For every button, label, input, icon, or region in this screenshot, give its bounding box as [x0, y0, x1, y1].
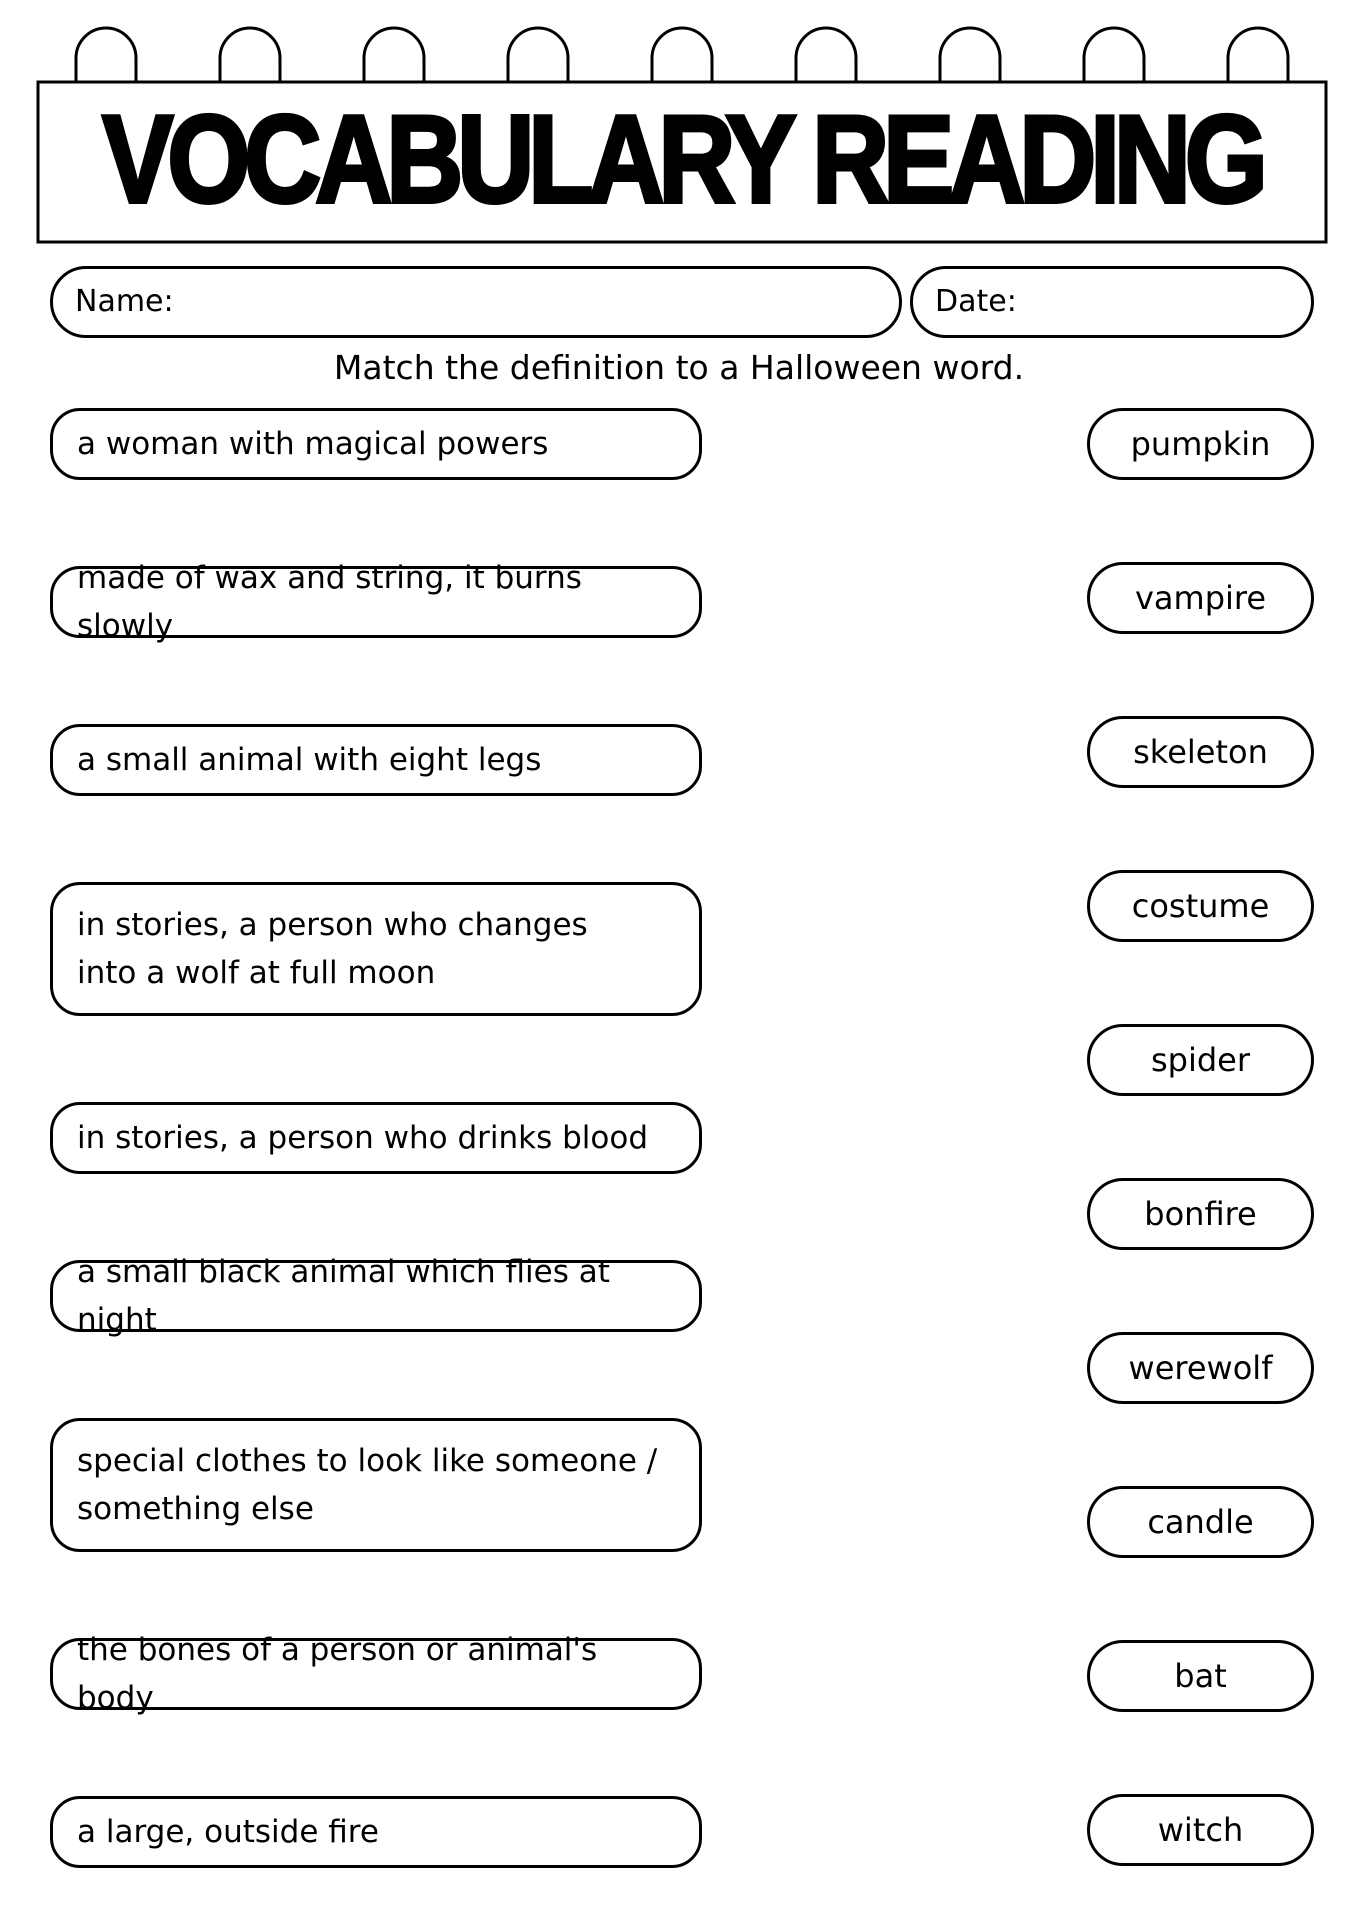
word-box: [1087, 1794, 1314, 1866]
name-field[interactable]: [50, 266, 902, 338]
word-box: [1087, 1332, 1314, 1404]
definition-box: [50, 724, 702, 796]
definition-text: made of wax and string, it burns slowly: [77, 560, 582, 644]
word-box: [1087, 1178, 1314, 1250]
date-label: Date:: [935, 284, 1017, 319]
word-text: spider: [1150, 1041, 1251, 1079]
definition-box: [50, 1418, 702, 1552]
word-text: candle: [1147, 1503, 1254, 1541]
worksheet-title: VOCABULARY READING: [102, 91, 1262, 229]
word-text: witch: [1157, 1811, 1244, 1849]
word-text: werewolf: [1128, 1349, 1273, 1387]
definition-box: [50, 1632, 702, 1716]
word-text: bonfire: [1144, 1195, 1257, 1233]
definition-text: in stories, a person who drinks blood: [77, 1120, 649, 1156]
definition-text: in stories, a person who changes into a wolf at full moon: [77, 907, 588, 991]
word-box: [1087, 716, 1314, 788]
word-box: [1087, 1486, 1314, 1558]
word-box: [1087, 870, 1314, 942]
definition-text: the bones of a person or animal's body: [77, 1632, 598, 1716]
word-box: [1087, 1640, 1314, 1712]
definition-text: a small animal with eight legs: [77, 742, 542, 778]
definition-text: a woman with magical powers: [77, 426, 549, 462]
definition-box: [50, 408, 702, 480]
word-box: [1087, 562, 1314, 634]
word-text: skeleton: [1133, 733, 1268, 771]
word-box: [1087, 408, 1314, 480]
word-text: pumpkin: [1130, 425, 1271, 463]
name-label: Name:: [75, 284, 174, 319]
word-text: bat: [1174, 1657, 1227, 1695]
definition-box: [50, 1102, 702, 1174]
word-box: [1087, 1024, 1314, 1096]
definition-box: [50, 560, 702, 644]
definition-box: [50, 1254, 702, 1338]
date-field[interactable]: [910, 266, 1314, 338]
definition-text: special clothes to look like someone / something else: [77, 1443, 658, 1527]
definition-text: a small black animal which flies at night: [77, 1254, 610, 1338]
definition-text: a large, outside fire: [77, 1814, 379, 1850]
definition-box: [50, 1796, 702, 1868]
instructions: Match the definition to a Halloween word.: [333, 348, 1025, 387]
word-text: costume: [1131, 887, 1270, 925]
word-text: vampire: [1134, 579, 1267, 617]
definition-box: [50, 882, 702, 1016]
